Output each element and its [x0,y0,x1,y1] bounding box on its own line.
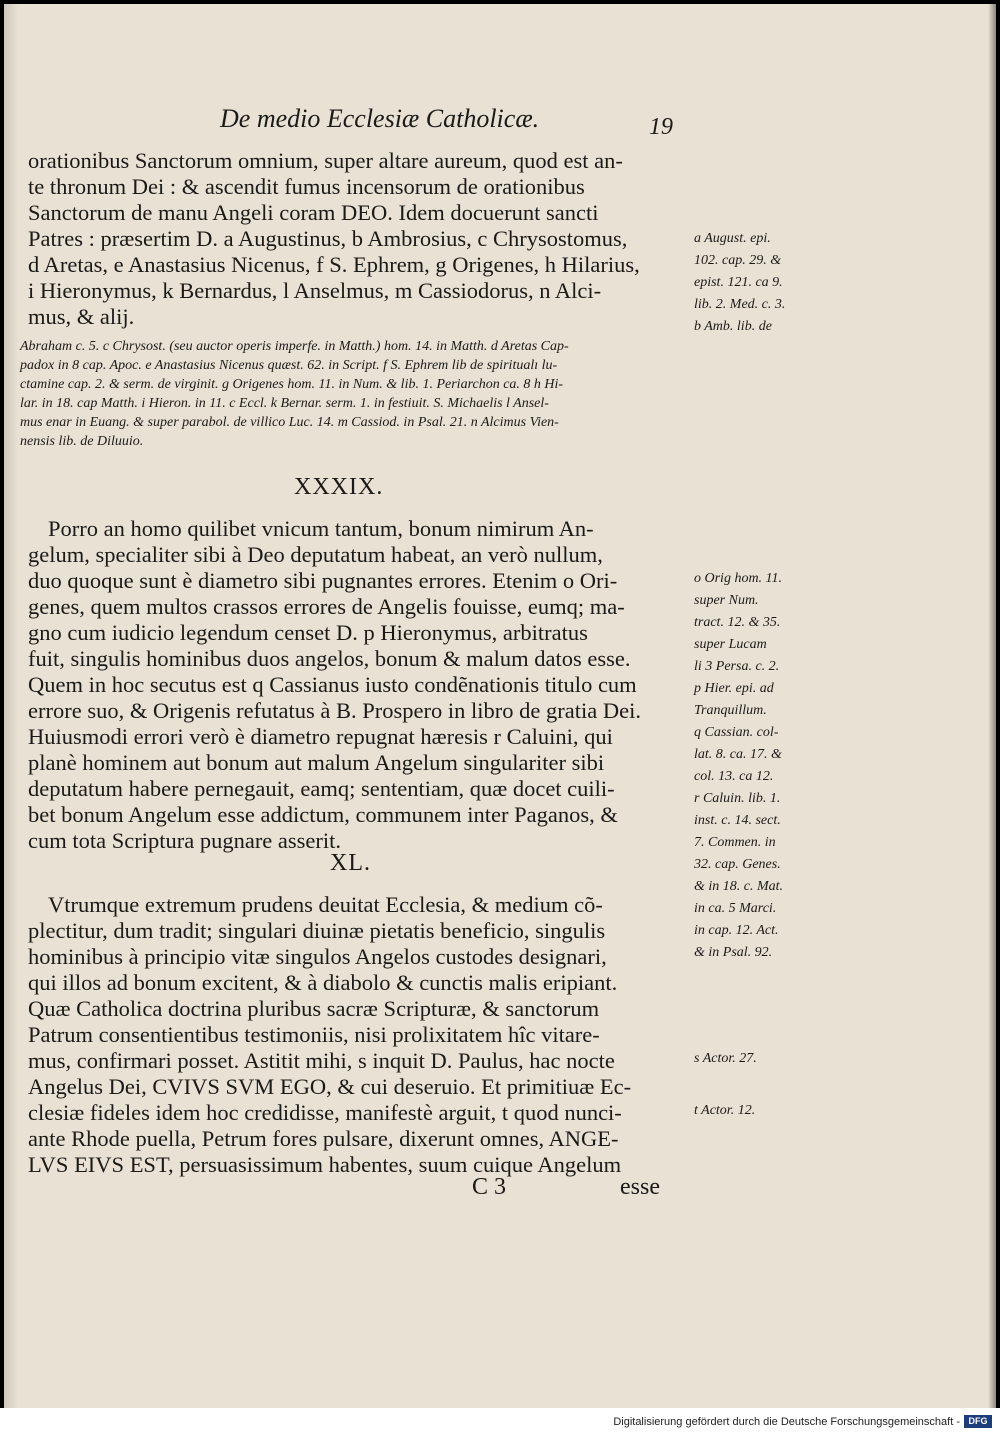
section-heading: XXXIX. [294,474,384,500]
text-line: fuit, singulis hominibus duos angelos, bonum & malum datos esse. [28,646,631,671]
text-line: deputatum habere pernegauit, eamq; sententiam, quæ docet cuili- [28,776,615,801]
margin-note: col. 13. ca 12. [694,769,774,784]
footnote-line: mus enar in Euang. & super parabol. de villico Luc. 14. m Cassiod. in Psal. 21. n Alcimus Vien- [20,415,559,430]
margin-note: & in Psal. 92. [694,945,773,960]
margin-note: lat. 8. ca. 17. & [694,747,782,762]
catchword: esse [620,1174,660,1200]
margin-note: in ca. 5 Marci. [694,901,777,916]
text-line: cum tota Scriptura pugnare asserit. [28,828,342,853]
margin-note: 32. cap. Genes. [694,857,781,872]
margin-note: p Hier. epi. ad [694,681,774,696]
signature-mark: C 3 [472,1174,507,1200]
text-line: qui illos ad bonum excitent, & à diabolo & cunctis malis eripiant. [28,970,618,995]
text-line: duo quoque sunt è diametro sibi pugnantes errores. Etenim o Ori- [28,568,618,593]
margin-note: & in 18. c. Mat. [694,879,784,894]
footnote-line: lar. in 18. cap Matth. i Hieron. in 11. c Eccl. k Bernar. serm. 1. in festiuit. S. Michaelis l Ansel- [20,396,549,411]
text-line: gno cum iudicio legendum censet D. p Hieronymus, arbitratus [28,620,588,645]
text-line: Angelus Dei, CVIVS SVM EGO, & cui deseruio. Et primitiuæ Ec- [28,1074,632,1099]
footnote-line: nensis lib. de Diluuio. [20,434,144,449]
running-title: De medio Ecclesiæ Catholicæ. [220,104,540,133]
page-edge [988,4,996,1408]
margin-note: o Orig hom. 11. [694,571,783,586]
page-number: 19 [649,114,673,140]
margin-note: t Actor. 12. [694,1103,756,1118]
text-line: LVS EIVS EST, persuasissimum habentes, suum cuique Angelum [28,1152,622,1177]
text-line: orationibus Sanctorum omnium, super altare aureum, quod est an- [28,148,623,173]
text-line: Sanctorum de manu Angeli coram DEO. Idem docuerunt sancti [28,200,599,225]
footnote-line: padox in 8 cap. Apoc. e Anastasius Nicenus quæst. 62. in Script. f S. Ephrem lib de spiritualı lu- [20,358,558,373]
margin-note: s Actor. 27. [694,1051,757,1066]
text-line: mus, confirmari posset. Astitit mihi, s inquit D. Paulus, hac nocte [28,1048,615,1073]
text-line: ante Rhode puella, Petrum fores pulsare, dixerunt omnes, ANGE- [28,1126,619,1151]
text-line: hominibus à principio vitæ singulos Angelos custodes designari, [28,944,607,969]
footnote-line: ctamine cap. 2. & serm. de virginit. g Origenes hom. 11. in Num. & lib. 1. Periarchon ca. 8 h Hi- [20,377,564,392]
margin-note: in cap. 12. Act. [694,923,779,938]
margin-note: 7. Commen. in [694,835,776,850]
margin-note: li 3 Persa. c. 2. [694,659,780,674]
text-line: errore suo, & Origenis refutatus à B. Prospero in libro de gratia Dei. [28,698,641,723]
text-line: bet bonum Angelum esse addictum, communem inter Paganos, & [28,802,618,827]
section-heading: XL. [330,850,371,876]
text-line: Porro an homo quilibet vnicum tantum, bonum nimirum An- [48,516,594,541]
text-line: d Aretas, e Anastasius Nicenus, f S. Ephrem, g Origenes, h Hilarius, [28,252,640,277]
margin-note: epist. 121. ca 9. [694,275,783,290]
margin-note: Tranquillum. [694,703,767,718]
text-line: Patres : præsertim D. a Augustinus, b Ambrosius, c Chrysostomus, [28,226,628,251]
text-line: genes, quem multos crassos errores de Angelis fouisse, eumq; ma- [28,594,625,619]
margin-note: a August. epi. [694,231,771,246]
book-page [4,4,996,1408]
text-line: Quem in hoc secutus est q Cassianus iusto condẽnationis titulo cum [28,672,637,697]
text-line: plectitur, dum tradit; singulari diuinæ pietatis beneficio, singulis [28,918,606,943]
text-line: Vtrumque extremum prudens deuitat Ecclesia, & medium cõ- [48,892,603,917]
text-line: Huiusmodi errori verò è diametro repugnat hæresis r Caluini, qui [28,724,613,749]
margin-note: q Cassian. col- [694,725,779,740]
margin-note: r Caluin. lib. 1. [694,791,781,806]
margin-note: 102. cap. 29. & [694,253,782,268]
margin-note: tract. 12. & 35. [694,615,781,630]
margin-note: lib. 2. Med. c. 3. [694,297,786,312]
text-line: Patrum consentientibus testimoniis, nisi prolixitatem hîc vitare- [28,1022,600,1047]
margin-note: super Num. [694,593,759,608]
text-line: planè hominem aut bonum aut malum Angelum singulariter sibi [28,750,605,775]
footnote-line: Abraham c. 5. c Chrysost. (seu auctor operis imperfe. in Matth.) hom. 14. in Matth. d Aretas Cap- [20,339,569,354]
text-line: i Hieronymus, k Bernardus, l Anselmus, m Cassiodorus, n Alci- [28,278,602,303]
footer-bar [0,1408,1000,1439]
dfg-logo: DFG [964,1415,992,1428]
margin-note: b Amb. lib. de [694,319,772,334]
text-line: mus, & alij. [28,304,135,329]
margin-note: super Lucam [694,637,767,652]
text-line: te thronum Dei : & ascendit fumus incensorum de orationibus [28,174,585,199]
page-gutter-shadow [4,4,18,1408]
margin-note: inst. c. 14. sect. [694,813,781,828]
text-line: gelum, specialiter sibi à Deo deputatum habeat, an verò nullum, [28,542,603,567]
funding-notice: Digitalisierung gefördert durch die Deutsche Forschungsgemeinschaft - [613,1416,960,1428]
text-line: clesiæ fideles idem hoc credidisse, manifestè arguit, t quod nunci- [28,1100,622,1125]
text-line: Quæ Catholica doctrina pluribus sacræ Scripturæ, & sanctorum [28,996,600,1021]
